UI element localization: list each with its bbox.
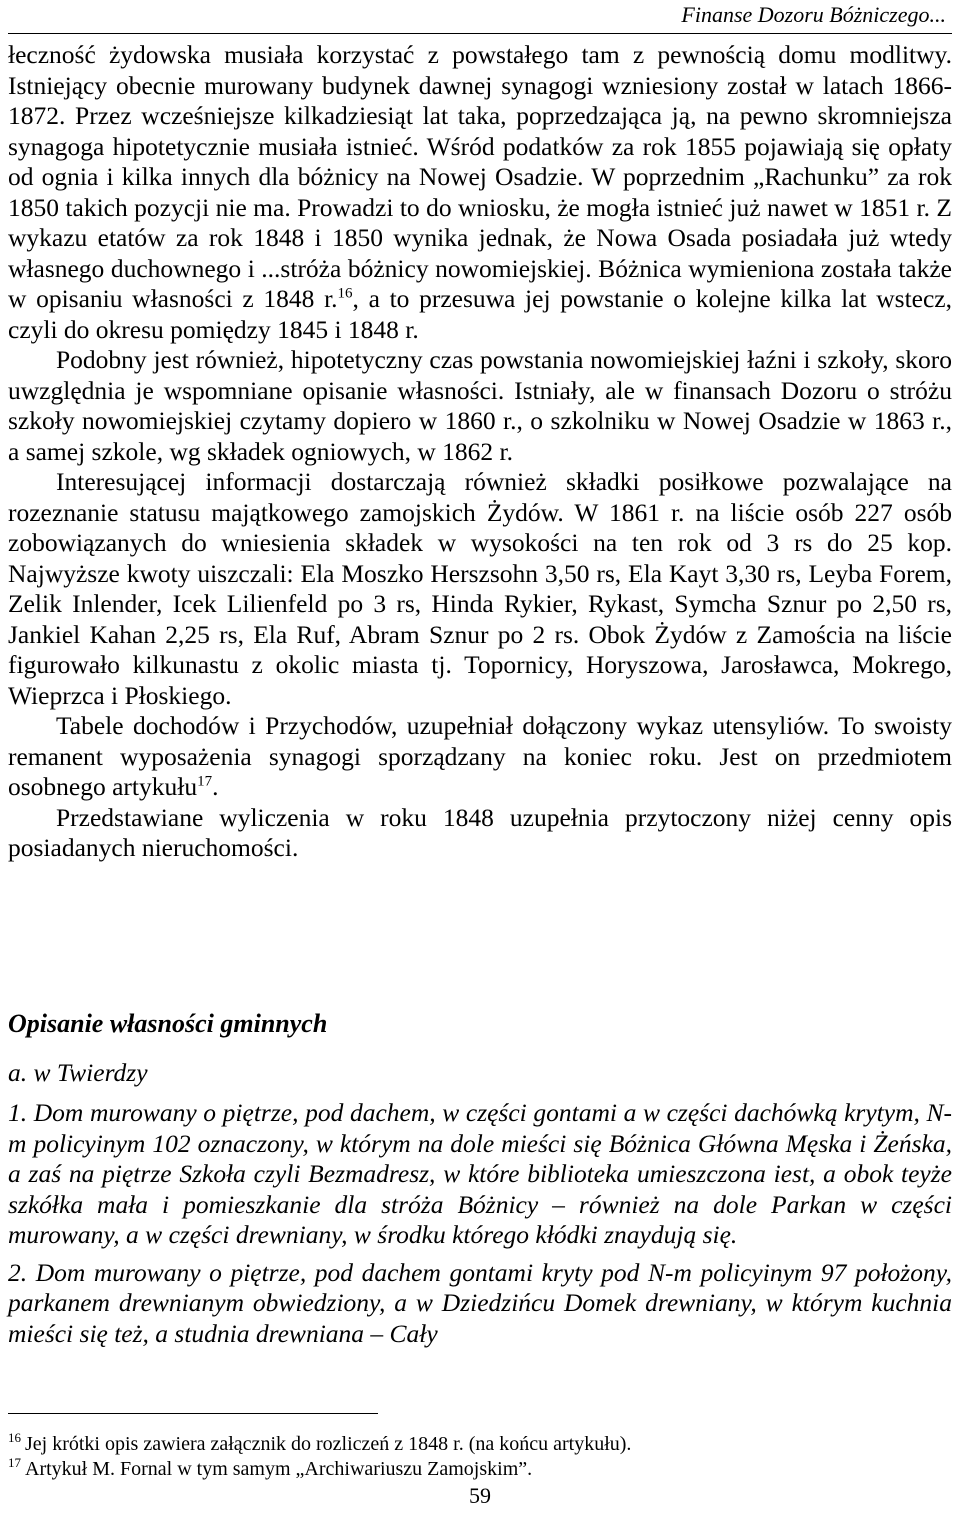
- property-list: [8, 1098, 952, 1356]
- paragraph-5: Przedstawiane wyliczenia w roku 1848 uzupełnia przytoczony niżej cenny opis posiadanych nieruchomości.: [8, 802, 952, 862]
- paragraph-4-text-a: Tabele dochodów i Przychodów, uzupełniał dołączony wykaz utensyliów. To swoisty remanent wyposażenia synagogi sporządzany na koniec roku. Jest on przedmiotem osobnego artykułu: [8, 711, 952, 801]
- page-number: 59: [469, 1483, 491, 1508]
- footnote-divider: [8, 1413, 378, 1414]
- paragraph-2: Podobny jest również, hipotetyczny czas powstania nowomiejskiej łaźni i szkoły, skoro uwzględnia je wspomniane opisanie własności. Istniały, ale w finansach Dozoru o stróżu szkoły nowomiejskiej czytamy dopiero w 1860 r., o szkolniku w Nowej Osadzie w 1863 r., a samej szkole, wg składek ogniowych, w 1862 r.: [8, 345, 952, 466]
- paragraph-4: [8, 711, 952, 803]
- property-item-1: 1. Dom murowany o piętrze, pod dachem, w części gontami a w części dachówką krytym, N-m policyinym 102 oznaczony, w którym na dole mieści się Bóżnica Główna Męska i Żeńska, a zaś na piętrze Szkoła czyli Bezmadresz, w które biblioteka umieszczona iest, a obok teyże szkółka mała i pomieszkanie dla stróża Bóżnicy – również na dole Parkan w części murowany, a w części drewniany, w środku którego kłódki znaydują się.: [8, 1098, 952, 1249]
- footnotes: [8, 1432, 952, 1482]
- body-text: [8, 40, 952, 864]
- header-divider: [8, 33, 952, 34]
- footnote-text: Artykuł M. Fornal w tym samym „Archiwariuszu Zamojskim”.: [25, 1458, 533, 1480]
- paragraph-1-text-b: , a to przesuwa jej powstanie o kolejne kilka lat wstecz, czyli do okresu pomiędzy 1845 i 1848 r.: [8, 284, 952, 344]
- property-item-2: 2. Dom murowany o piętrze, pod dachem gontami kryty pod N-m policyinym 97 położony, parkanem drewnianym obwiedziony, a w Dziedzińcu Domek drewniany, w którym kuchnia mieści się też, a studnia drewniana – Cały: [8, 1257, 952, 1348]
- paragraph-3: Interesującej informacji dostarczają również składki posiłkowe pozwalające na rozeznanie statusu majątkowego zamojskich Żydów. W 1861 r. na liście osób 227 osób zobowiązanych do wniesienia składek w wysokości na ten rok od 3 rs do 25 kop. Najwyższe kwoty uiszczali: Ela Moszko Herszsohn 3,50 rs, Ela Kayt 3,30 rs, Leyba Forem, Zelik Inlender, Icek Lilienfeld po 3 rs, Hinda Rykier, Rykast, Symcha Sznur po 2,50 rs, Jankiel Kahan 2,25 rs, Ela Ruf, Abram Sznur po 2 rs. Obok Żydów z Zamościa na liście figurowało kilkunastu z okolic miasta tj. Topornicy, Horyszowa, Jarosławca, Mokrego, Wieprzca i Płoskiego.: [8, 467, 952, 710]
- paragraph-4-text-b: .: [212, 772, 219, 801]
- footnote-ref-17[interactable]: 17: [197, 773, 213, 790]
- footnote-number: 16: [8, 1430, 21, 1446]
- subsection-title: a. w Twierdzy: [8, 1058, 148, 1087]
- section-title: Opisanie własności gminnych: [8, 1009, 328, 1038]
- paragraph-1-text-a: łeczność żydowska musiała korzystać z powstałego tam z pewnością domu modlitwy. Istniejący obecnie murowany budynek dawnej synagogi wzniesiony został w latach 1866-1872. Przez wcześniejsze kilkadziesiąt lat taka, poprzedzająca ją, na pewno skromniejsza synagoga hipotetycznie musiała istnieć. Wśród podatków za rok 1855 pojawiają się opłaty od ognia i kilka innych dla bóżnicy na Nowej Osadzie. W poprzednim „Rachunku” za rok 1850 takich pozycji nie ma. Prowadzi to do wniosku, że mogła istnieć już nawet w 1851 r. Z wykazu etatów za rok 1848 i 1850 wynika jednak, że Nowa Osada posiadała już wtedy własnego duchownego i ...stróża bóżnicy nowomiejskiej. Bóżnica wymieniona została także w opisaniu własności z 1848 r.: [8, 40, 952, 313]
- footnote-17: [8, 1457, 952, 1482]
- footnote-text: Jej krótki opis zawiera załącznik do rozliczeń z 1848 r. (na końcu artykułu).: [25, 1433, 632, 1455]
- paragraph-1: [8, 40, 952, 345]
- footnote-number: 17: [8, 1455, 21, 1471]
- footnote-16: [8, 1432, 952, 1457]
- footnote-ref-16[interactable]: 16: [337, 285, 353, 302]
- running-header: Finanse Dozoru Bóżniczego...: [681, 2, 946, 27]
